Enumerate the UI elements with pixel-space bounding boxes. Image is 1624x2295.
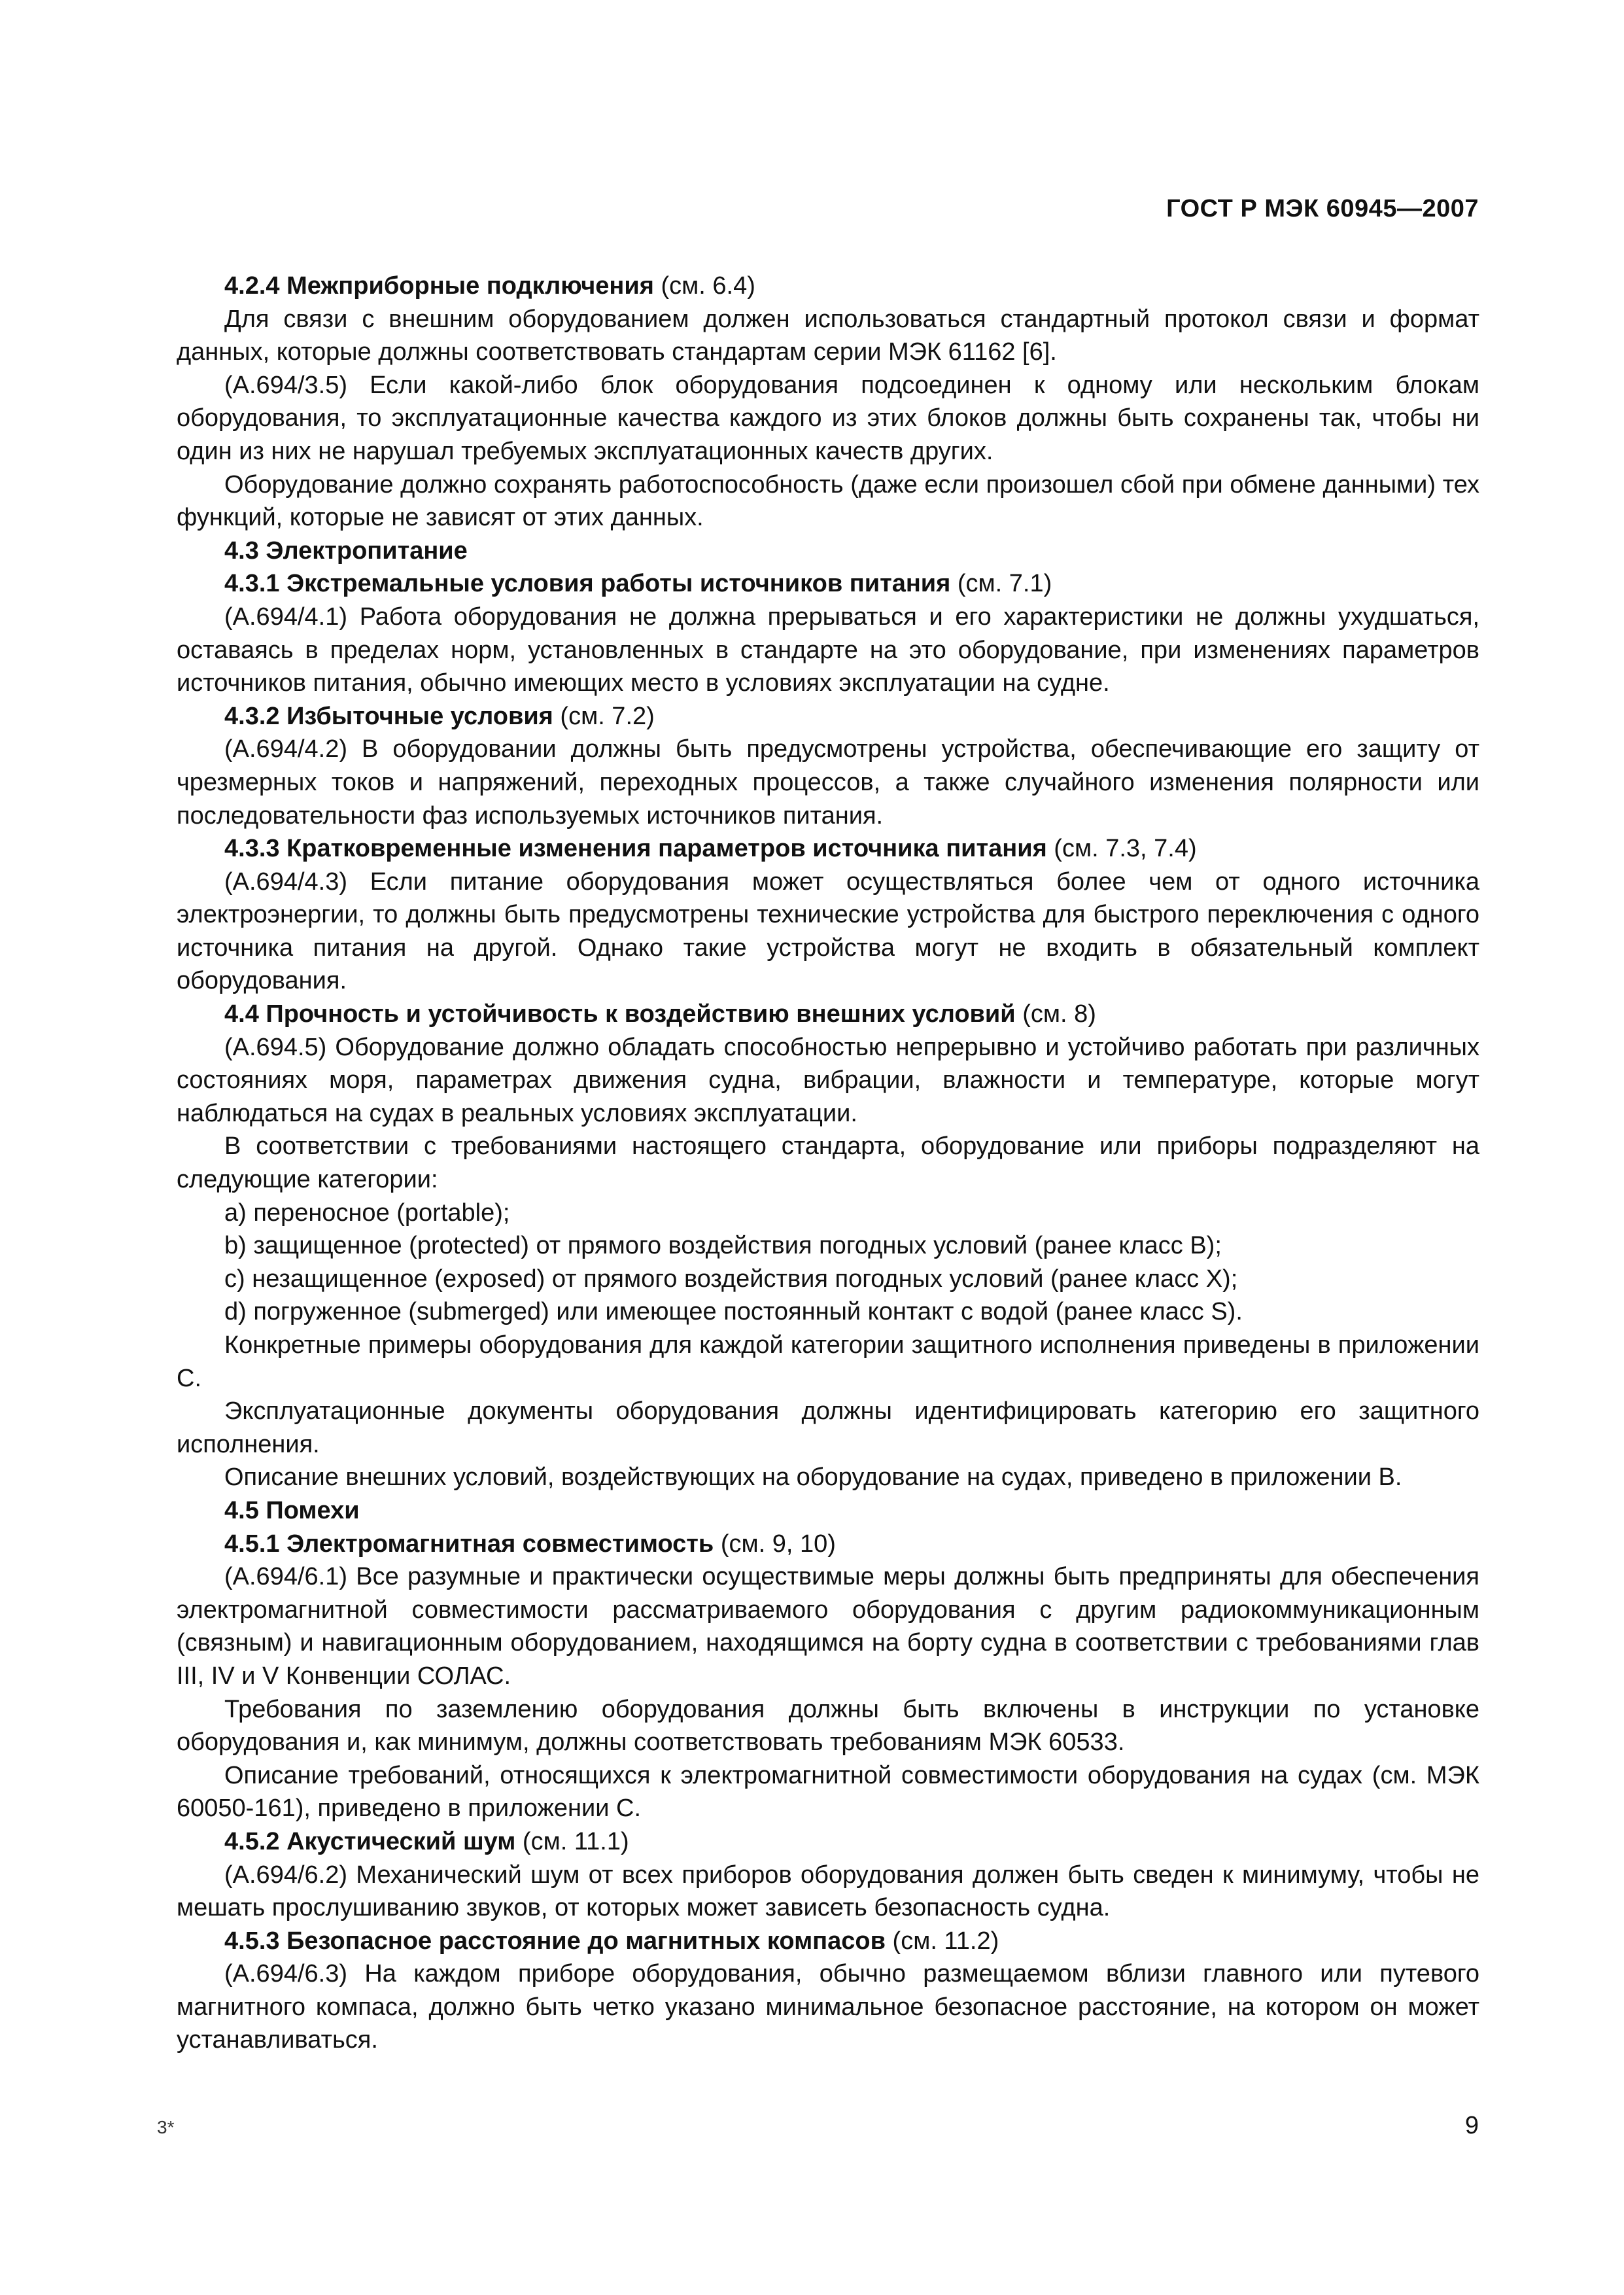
- paragraph: (А.694/6.1) Все разумные и практически осуществимые меры должны быть предприняты для обеспечения электромагнитной совместимости рассматриваемого оборудования с другим радиокоммуникационным (связным) и навигационным оборудованием, находящимся на борту судна в соответствии с требованиями глав III, IV и V Конвенции СОЛАС.: [177, 1563, 1479, 1690]
- paragraph: (А.694/6.2) Механический шум от всех приборов оборудования должен быть сведен к минимуму, чтобы не мешать прослушиванию звуков, от которых может зависеть безопасность судна.: [177, 1861, 1479, 1922]
- heading-title: 4.5 Помехи: [224, 1496, 360, 1524]
- section-heading-4-5-2: [177, 1825, 1479, 1859]
- section-heading-4-3-3: [177, 832, 1479, 866]
- list-item: b) защищенное (protected) от прямого воздействия погодных условий (ранее класс B);: [224, 1232, 1222, 1260]
- heading-title: 4.4 Прочность и устойчивость к воздействию внешних условий: [224, 1000, 1016, 1028]
- paragraph: Описание внешних условий, воздействующих на оборудование на судах, приведено в приложении В.: [224, 1463, 1402, 1492]
- paragraph: Конкретные примеры оборудования для каждой категории защитного исполнения приведены в приложении С.: [177, 1331, 1479, 1392]
- paragraph: Оборудование должно сохранять работоспособность (даже если произошел сбой при обмене данными) тех функций, которые не зависят от этих данных.: [177, 470, 1479, 532]
- section-heading-4-2-4: [177, 270, 1479, 303]
- sheet-mark: 3*: [157, 2117, 175, 2137]
- heading-ref: (см. 7.1): [950, 570, 1052, 598]
- paragraph: Требования по заземлению оборудования должны быть включены в инструкции по установке оборудования и, как минимум, должны соответствовать требованиям МЭК 60533.: [177, 1695, 1479, 1757]
- paragraph: Эксплуатационные документы оборудования должны идентифицировать категорию его защитного исполнения.: [177, 1397, 1479, 1458]
- list-item: d) погруженное (submerged) или имеющее постоянный контакт с водой (ранее класс S).: [224, 1298, 1243, 1326]
- paragraph: (А.694/4.2) В оборудовании должны быть предусмотрены устройства, обеспечивающие его защиту от чрезмерных токов и напряжений, переходных процессов, а также случайного изменения полярности или последовательности фаз используемых источников питания.: [177, 735, 1479, 830]
- heading-ref: (см. 11.1): [515, 1827, 629, 1855]
- section-heading-4-5-1: [177, 1528, 1479, 1561]
- paragraph: В соответствии с требованиями настоящего стандарта, оборудование или приборы подразделяют на следующие категории:: [177, 1132, 1479, 1194]
- paragraph: (А.694/4.3) Если питание оборудования может осуществляться более чем от одного источника электроэнергии, то должны быть предусмотрены технические устройства для быстрого переключения с одного источника питания на другой. Однако такие устройства могут не входить в обязательный комплект оборудования.: [177, 867, 1479, 995]
- section-heading-4-3-1: [177, 567, 1479, 601]
- paragraph: (А.694.5) Оборудование должно обладать способностью непрерывно и устойчиво работать при различных состояниях моря, параметрах движения судна, вибрации, влажности и температуре, которые могут наблюдаться на судах в реальных условиях эксплуатации.: [177, 1033, 1479, 1127]
- heading-ref: (см. 11.2): [885, 1927, 999, 1955]
- paragraph: (А.694/6.3) На каждом приборе оборудования, обычно размещаемом вблизи главного или путевого магнитного компаса, должно быть четко указано минимальное безопасное расстояние, на котором он может устанавливаться.: [177, 1960, 1479, 2054]
- heading-title: 4.3 Электропитание: [224, 536, 468, 565]
- page-number: 9: [1464, 2112, 1479, 2139]
- section-heading-4-3: [177, 534, 1479, 568]
- heading-title: 4.5.1 Электромагнитная совместимость: [224, 1530, 714, 1558]
- list-item: c) незащищенное (exposed) от прямого воздействия погодных условий (ранее класс X);: [224, 1265, 1238, 1293]
- heading-title: 4.3.2 Избыточные условия: [224, 702, 553, 730]
- heading-ref: (см. 7.3, 7.4): [1046, 835, 1197, 863]
- section-heading-4-3-2: [177, 700, 1479, 733]
- standard-header: ГОСТ Р МЭК 60945—2007: [1166, 195, 1479, 222]
- heading-ref: (см. 8): [1015, 1000, 1096, 1028]
- list-item: a) переносное (portable);: [224, 1199, 510, 1227]
- paragraph: (А.694/3.5) Если какой-либо блок оборудования подсоединен к одному или нескольким блокам оборудования, то эксплуатационные качества каждого из этих блоков должны быть сохранены так, чтобы ни один из них не нарушал требуемых эксплуатационных качеств других.: [177, 371, 1479, 465]
- section-heading-4-5-3: [177, 1925, 1479, 1958]
- heading-ref: (см. 7.2): [553, 702, 655, 730]
- paragraph: (А.694/4.1) Работа оборудования не должна прерываться и его характеристики не должны ухудшаться, оставаясь в пределах норм, установленных в стандарте на это оборудование, при изменениях параметров источников питания, обычно имеющих место в условиях эксплуатации на судне.: [177, 603, 1479, 697]
- paragraph: Для связи с внешним оборудованием должен использоваться стандартный протокол связи и формат данных, которые должны соответствовать стандартам серии МЭК 61162 [6].: [177, 305, 1479, 366]
- heading-title: 4.3.3 Кратковременные изменения параметров источника питания: [224, 835, 1047, 863]
- heading-title: 4.5.2 Акустический шум: [224, 1827, 516, 1855]
- heading-ref: (см. 9, 10): [714, 1530, 836, 1558]
- heading-title: 4.3.1 Экстремальные условия работы источников питания: [224, 570, 951, 598]
- document-body: [177, 270, 1479, 2057]
- paragraph: Описание требований, относящихся к электромагнитной совместимости оборудования на судах (см. МЭК 60050-161), приведено в приложении С.: [177, 1761, 1479, 1823]
- heading-title: 4.5.3 Безопасное расстояние до магнитных компасов: [224, 1927, 886, 1955]
- section-heading-4-4: [177, 998, 1479, 1031]
- section-heading-4-5: [177, 1494, 1479, 1528]
- heading-title: 4.2.4 Межприборные подключения: [224, 272, 654, 300]
- heading-ref: (см. 6.4): [653, 272, 755, 300]
